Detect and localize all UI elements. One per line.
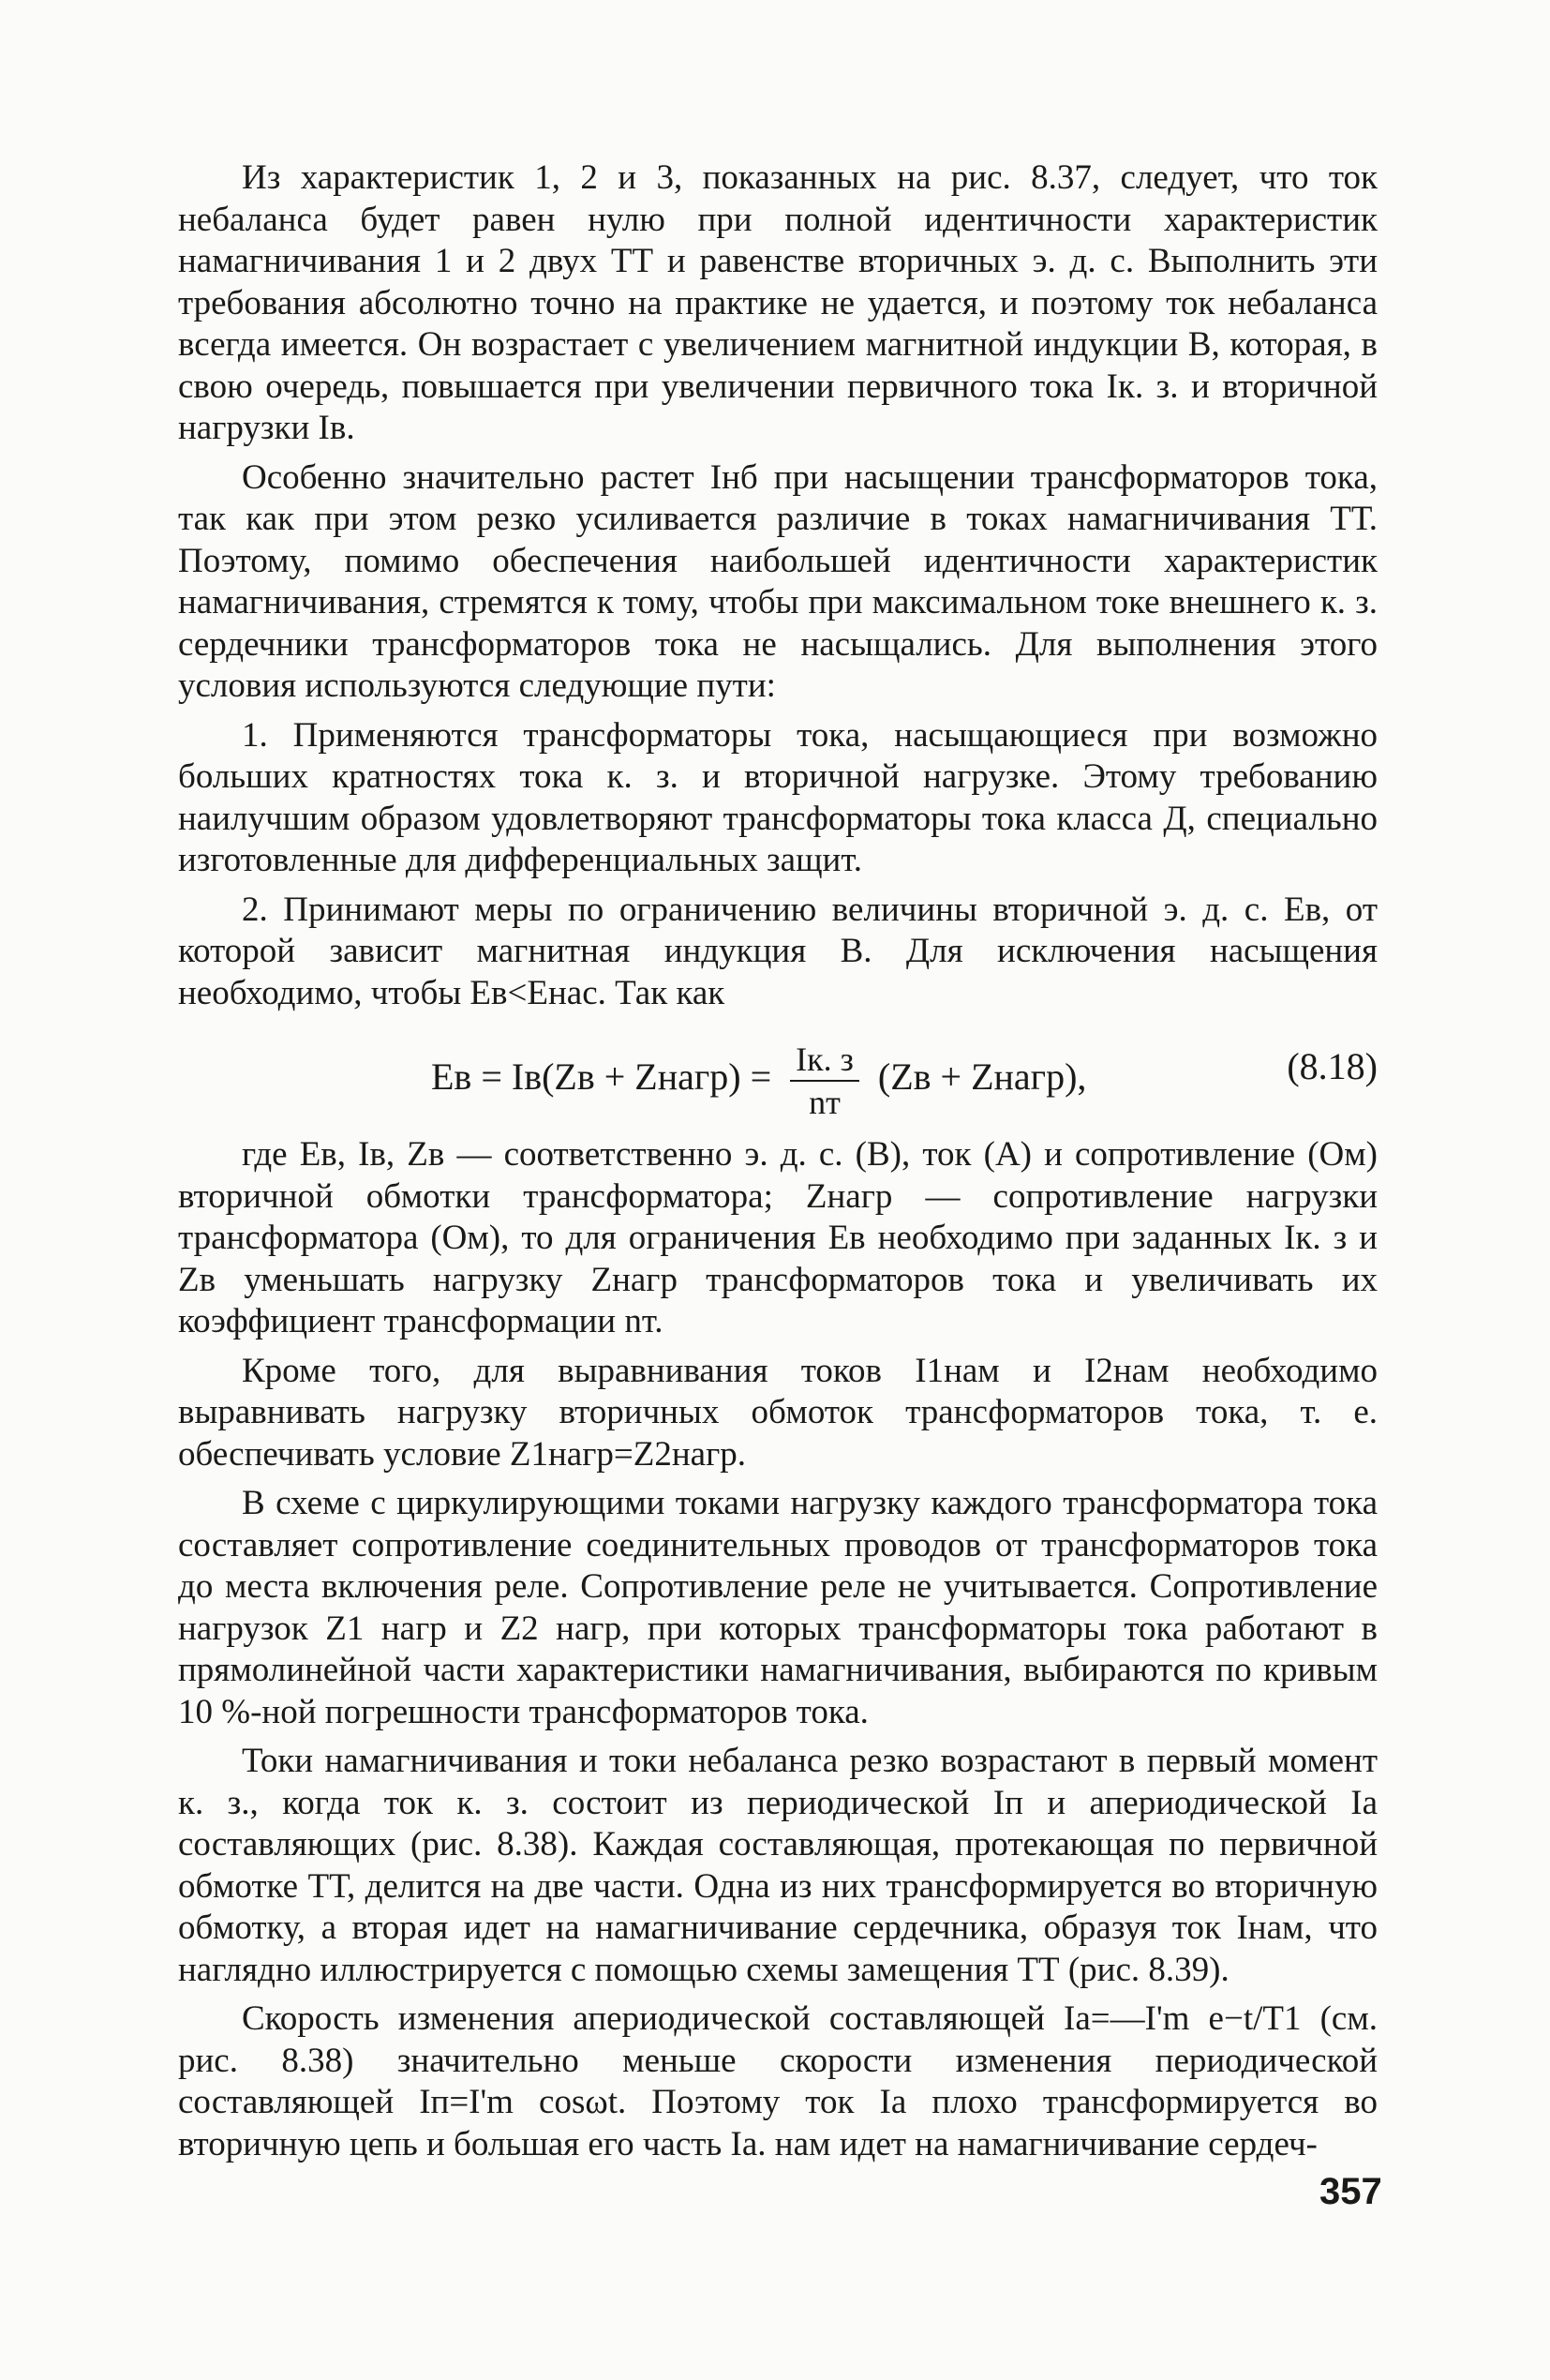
- paragraph-4: В схеме с циркулирующими токами нагрузку каждого трансформатора тока составляет сопротивление соединительных проводов от трансформаторов тока до места включения реле. Сопротивление реле не учитывается. Сопротивление нагрузок Z1 нагр и Z2 нагр, при которых трансформаторы тока работают в прямолинейной части характеристики намагничивания, выбираются по кривым 10 %-ной погрешности трансформаторов тока.: [178, 1484, 1378, 1731]
- formula-number: (8.18): [1287, 1045, 1378, 1087]
- formula-8-18: [178, 1018, 1378, 1129]
- formula-lhs: Eв = Iв(Zв + Zнагр) =: [431, 1055, 772, 1099]
- formula-fraction: [790, 1039, 859, 1123]
- formula-numerator: Iк. з: [790, 1039, 859, 1082]
- paragraph-5: Токи намагничивания и токи небаланса резко возрастают в первый момент к. з., когда ток к. з. состоит из периодической Iп и апериодической Iа составляющих (рис. 8.38). Каждая составляющая, протекающая по первичной обмотке ТТ, делится на две части. Одна из них трансформируется во вторичную обмотку, а вторая идет на намагничивание сердечника, образуя ток Iнам, что наглядно иллюстрируется с помощью схемы замещения ТТ (рис. 8.39).: [178, 1742, 1378, 1989]
- formula-denominator: nт: [809, 1084, 841, 1121]
- list-item-2: 2. Принимают меры по ограничению величины вторичной э. д. с. Eв, от которой зависит магнитная индукция B. Для исключения насыщения необходимо, чтобы Eв<Eнас. Так как: [178, 890, 1378, 1012]
- paragraph-1: Из характеристик 1, 2 и 3, показанных на рис. 8.37, следует, что ток небаланса будет равен нулю при полной идентичности характеристик намагничивания 1 и 2 двух ТТ и равенстве вторичных э. д. с. Выполнить эти требования абсолютно точно на практике не удается, и поэтому ток небаланса всегда имеется. Он возрастает с увеличением магнитной индукции B, которая, в свою очередь, повышается при увеличении первичного тока Iк. з. и вторичной нагрузки Iв.: [178, 158, 1378, 447]
- paragraph-6: Скорость изменения апериодической составляющей Iа=—I'm e−t/T1 (см. рис. 8.38) значительно меньше скорости изменения периодической составляющей Iп=I'm cosωt. Поэтому ток Iа плохо трансформируется во вторичную цепь и большая его часть Iа. нам идет на намагничивание сердеч-: [178, 1999, 1378, 2163]
- body-text: [178, 157, 1378, 2165]
- list-item-1: 1. Применяются трансформаторы тока, насыщающиеся при возможно больших кратностях тока к. з. и вторичной нагрузке. Этому требованию наилучшим образом удовлетворяют трансформаторы тока класса Д, специально изготовленные для дифференциальных защит.: [178, 715, 1378, 879]
- paragraph-2: Особенно значительно растет Iнб при насыщении трансформаторов тока, так как при этом резко усиливается различие в токах намагничивания ТТ. Поэтому, помимо обеспечения наибольшей идентичности характеристик намагничивания, стремятся к тому, чтобы при максимальном токе внешнего к. з. сердечники трансформаторов тока не насыщались. Для выполнения этого условия используются следующие пути:: [178, 457, 1378, 705]
- paragraph-3: Кроме того, для выравнивания токов I1нам и I2нам необходимо выравнивать нагрузку вторичных обмоток трансформаторов тока, т. е. обеспечивать условие Z1нагр=Z2нагр.: [178, 1351, 1378, 1474]
- page-number: 357: [1319, 2171, 1382, 2212]
- formula-rhs: (Zв + Zнагр),: [877, 1055, 1087, 1099]
- paragraph-where: где Eв, Iв, Zв — соответственно э. д. с. (В), ток (А) и сопротивление (Ом) вторичной обмотки трансформатора; Zнагр — сопротивление нагрузки трансформатора (Ом), то для ограничения Eв необходимо при заданных Iк. з и Zв уменьшать нагрузку Zнагр трансформаторов тока и увеличивать их коэффициент трансформации nт.: [178, 1135, 1378, 1340]
- formula-expression: [431, 1039, 1086, 1123]
